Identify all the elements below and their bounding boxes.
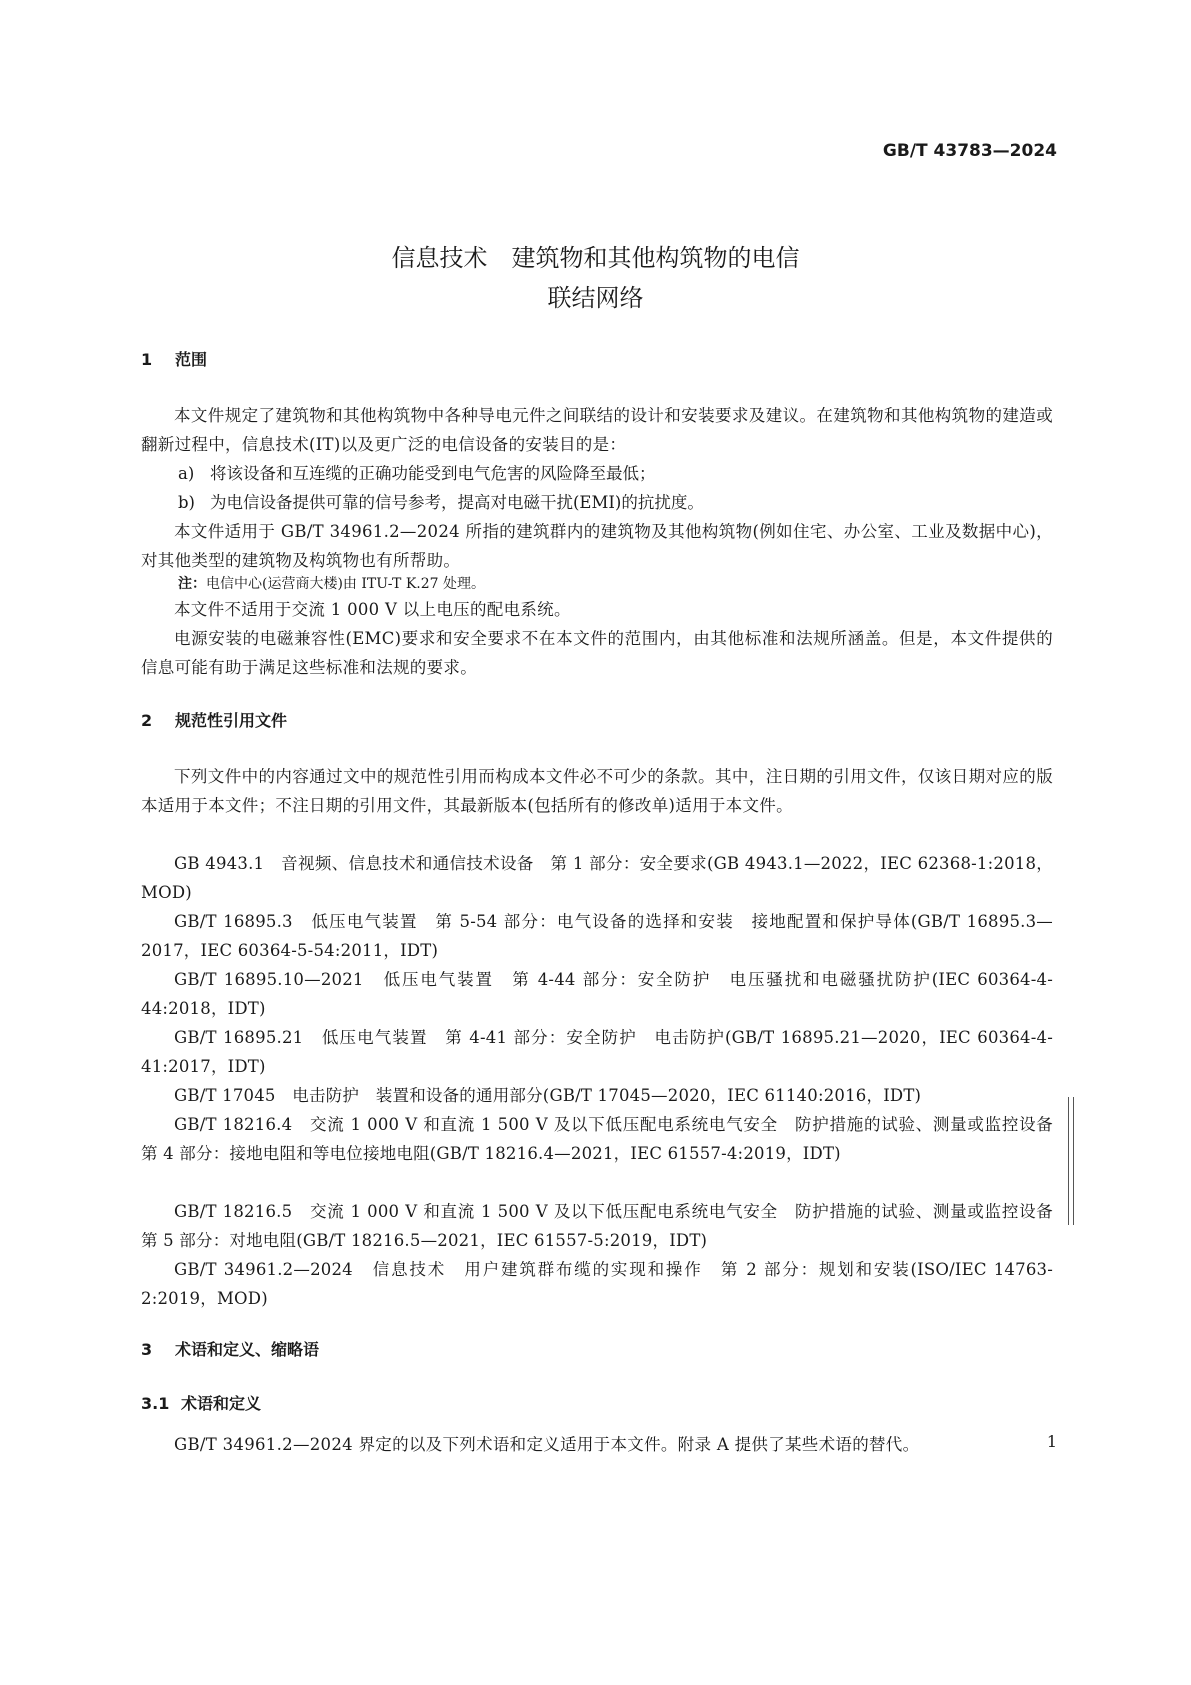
section-1-heading: 1 范围 (141, 350, 208, 369)
section-3-heading: 3 术语和定义、缩略语 (141, 1340, 320, 1359)
references-intro: 下列文件中的内容通过文中的规范性引用而构成本文件必不可少的条款。其中，注日期的引用文件，仅该日期对应的版本适用于本文件；不注日期的引用文件，其最新版本(包括所有的修改单)适用于本文件。 (141, 767, 1053, 815)
document-title (0, 238, 1191, 318)
title-line-1: 信息技术 建筑物和其他构筑物的电信 (391, 244, 800, 272)
scope-paragraph-4: 电源安装的电磁兼容性(EMC)要求和安全要求不在本文件的范围内，由其他标准和法规所涵盖。但是，本文件提供的信息可能有助于满足这些标准和法规的要求。 (141, 629, 1053, 677)
change-bar (1068, 1097, 1074, 1225)
scope-paragraph-2: 本文件适用于 GB/T 34961.2—2024 所指的建筑群内的建筑物及其他构筑物(例如住宅、办公室、工业及数据中心)，对其他类型的建筑物及构筑物也有所帮助。 (141, 522, 1053, 570)
section-2-heading: 2 规范性引用文件 (141, 711, 288, 730)
reference-entry: GB/T 16895.10—2021 低压电气装置 第 4-44 部分：安全防护 电压骚扰和电磁骚扰防护(IEC 60364-4-44:2018，IDT) (141, 970, 1053, 1018)
terms-paragraph: GB/T 34961.2—2024 界定的以及下列术语和定义适用于本文件。附录 A 提供了某些术语的替代。 (174, 1435, 920, 1454)
scope-paragraph-1: 本文件规定了建筑物和其他构筑物中各种导电元件之间联结的设计和安装要求及建议。在建筑物和其他构筑物的建造或翻新过程中，信息技术(IT)以及更广泛的电信设备的安装目的是： (141, 406, 1053, 454)
reference-entry: GB/T 17045 电击防护 装置和设备的通用部分(GB/T 17045—2020，IEC 61140:2016，IDT) (174, 1086, 922, 1105)
reference-entry: GB/T 16895.21 低压电气装置 第 4-41 部分：安全防护 电击防护(GB/T 16895.21—2020，IEC 60364-4-41:2017，IDT) (141, 1028, 1053, 1076)
standard-number: GB/T 43783—2024 (882, 141, 1057, 161)
title-line-2: 联结网络 (547, 284, 644, 312)
reference-entry: GB/T 16895.3 低压电气装置 第 5-54 部分：电气设备的选择和安装 接地配置和保护导体(GB/T 16895.3—2017，IEC 60364-5-54:2011，IDT) (141, 912, 1053, 960)
scope-note: 注：电信中心(运营商大楼)由 ITU-T K.27 处理。 (178, 576, 485, 592)
scope-paragraph-3: 本文件不适用于交流 1 000 V 以上电压的配电系统。 (174, 600, 571, 619)
reference-entry: GB/T 34961.2—2024 信息技术 用户建筑群布缆的实现和操作 第 2 部分：规划和安装(ISO/IEC 14763-2:2019，MOD) (141, 1260, 1053, 1308)
reference-entry: GB 4943.1 音视频、信息技术和通信技术设备 第 1 部分：安全要求(GB 4943.1—2022，IEC 62368-1:2018，MOD) (141, 854, 1053, 902)
list-item-a: a) 将该设备和互连缆的正确功能受到电气危害的风险降至最低； (178, 464, 656, 483)
reference-entry: GB/T 18216.5 交流 1 000 V 和直流 1 500 V 及以下低压配电系统电气安全 防护措施的试验、测量或监控设备 第 5 部分：对地电阻(GB/T 18216.5—2021，IEC 61557-5:2019，IDT) (141, 1202, 1070, 1250)
section-3-1-heading: 3.1 术语和定义 (141, 1394, 262, 1413)
list-item-b: b) 为电信设备提供可靠的信号参考，提高对电磁干扰(EMI)的抗扰度。 (178, 493, 704, 512)
page-number: 1 (1046, 1432, 1057, 1451)
reference-entry: GB/T 18216.4 交流 1 000 V 和直流 1 500 V 及以下低压配电系统电气安全 防护措施的试验、测量或监控设备 第 4 部分：接地电阻和等电位接地电阻(GB/T 18216.4—2021，IEC 61557-4:2019，IDT) (141, 1115, 1070, 1163)
